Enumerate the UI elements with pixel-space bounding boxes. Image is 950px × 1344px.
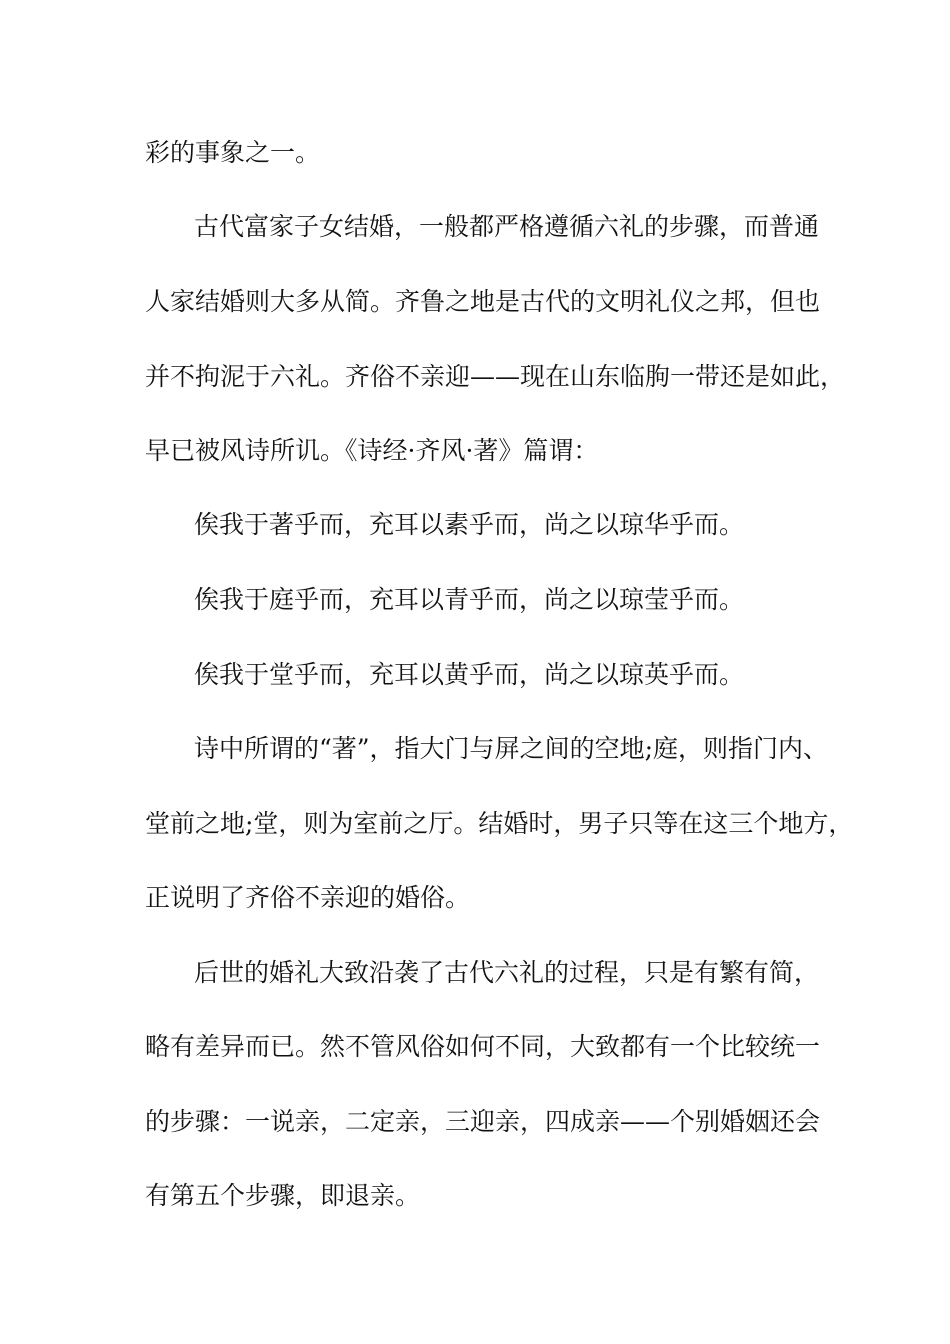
text-line: 人家结婚则大多从简。齐鲁之地是古代的文明礼仪之邦，但也 xyxy=(145,287,821,316)
text-line: 诗中所谓的“著”，指大门与屏之间的空地;庭，则指门内、 xyxy=(194,734,828,763)
poem-line: 俟我于堂乎而，充耳以黄乎而，尚之以琼英乎而。 xyxy=(194,660,745,689)
text-line: 正说明了齐俗不亲迎的婚俗。 xyxy=(145,883,471,912)
poem-line: 俟我于庭乎而，充耳以青乎而，尚之以琼莹乎而。 xyxy=(194,585,745,614)
text-line: 的步骤：一说亲，二定亲，三迎亲，四成亲——个别婚姻还会 xyxy=(145,1107,821,1136)
text-line: 古代富家子女结婚，一般都严格遵循六礼的步骤，而普通 xyxy=(194,212,820,241)
text-line: 堂前之地;堂，则为室前之厅。结婚时，男子只等在这三个地方， xyxy=(145,809,854,838)
text-line: 有第五个步骤，即退亲。 xyxy=(145,1181,421,1210)
text-line: 彩的事象之一。 xyxy=(145,138,321,167)
text-line: 早已被风诗所讥。《诗经·齐风·著》篇谓： xyxy=(145,436,599,465)
text-line: 并不拘泥于六礼。齐俗不亲迎——现在山东临朐一带还是如此， xyxy=(145,362,846,391)
poem-line: 俟我于著乎而，充耳以素乎而，尚之以琼华乎而。 xyxy=(194,510,745,539)
text-line: 略有差异而已。然不管风俗如何不同，大致都有一个比较统一 xyxy=(145,1032,821,1061)
text-line: 后世的婚礼大致沿袭了古代六礼的过程，只是有繁有简， xyxy=(194,958,820,987)
